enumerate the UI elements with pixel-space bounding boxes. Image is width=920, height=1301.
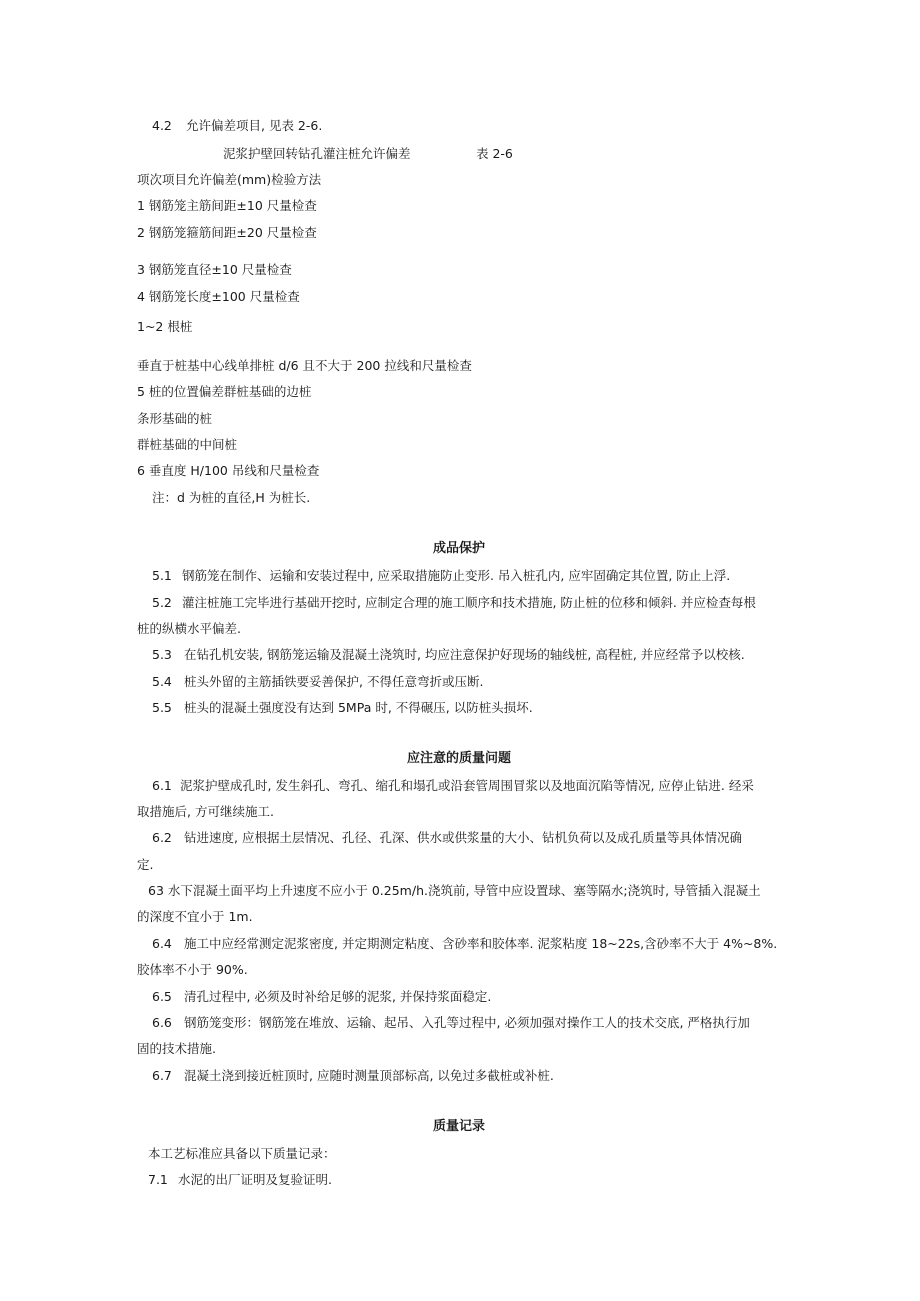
table-row: 3 钢筋笼直径±10 尺量检查	[137, 262, 292, 277]
item-text: 灌注桩施工完毕进行基础开挖时, 应制定合理的施工顺序和技术措施, 防止桩的位移和倾斜. 并应检查每根	[182, 595, 756, 610]
table-row: 条形基础的桩	[137, 411, 213, 426]
item-continuation: 桩的纵横水平偏差.	[137, 621, 241, 636]
list-item	[152, 1015, 750, 1031]
item-4-2	[152, 118, 322, 134]
item-text: 混凝土浇到接近桩顶时, 应随时测量顶部标高, 以免过多截桩或补桩.	[184, 1068, 554, 1083]
item-text: 63 水下混凝土面平均上升速度不应小于 0.25m∕h.浇筑前, 导管中应设置球、塞等隔水;浇筑时, 导管插入混凝土	[148, 883, 761, 898]
item-text: 在钻孔机安装, 钢筋笼运输及混凝土浇筑时, 均应注意保护好现场的轴线桩, 高程桩, 并应经常予以校核.	[184, 647, 745, 662]
item-number: 5.2	[152, 595, 172, 610]
table-row: 1~2 根桩	[137, 319, 193, 334]
item-text: 桩头外留的主筋插铁要妥善保护, 不得任意弯折或压断.	[184, 674, 484, 689]
list-item	[152, 647, 745, 663]
table-header: 项次项目允许偏差(mm)检验方法	[137, 172, 322, 187]
section-title: 应注意的质量问题	[407, 751, 512, 766]
item-continuation: 的深度不宜小于 1m.	[137, 909, 253, 924]
list-item	[152, 1068, 554, 1084]
item-text: 泥浆护壁成孔时, 发生斜孔、弯孔、缩孔和塌孔或沿套管周围冒浆以及地面沉陷等情况, 应停止钻进. 经采	[180, 778, 754, 793]
list-item	[152, 595, 756, 611]
table-caption: 泥浆护壁回转钻孔灌注桩允许偏差	[223, 146, 411, 161]
list-item	[152, 700, 533, 716]
item-number: 6.6	[152, 1015, 172, 1030]
item-text: 钻进速度, 应根据土层情况、孔径、孔深、供水或供浆量的大小、钻机负荷以及成孔质量等具体情况确	[184, 830, 742, 845]
item-number: 7.1	[148, 1172, 168, 1187]
list-item	[152, 568, 730, 584]
item-continuation: 定.	[137, 857, 154, 872]
item-number: 6.4	[152, 936, 172, 951]
table-row: 6 垂直度 H/100 吊线和尺量检查	[137, 463, 320, 478]
list-item	[148, 883, 761, 899]
item-continuation: 取措施后, 方可继续施工.	[137, 804, 274, 819]
item-number: 6.7	[152, 1068, 172, 1083]
list-item	[152, 936, 777, 952]
item-text: 钢筋笼在制作、运输和安装过程中, 应采取措施防止变形. 吊入桩孔内, 应牢固确定其位置, 防止上浮.	[182, 568, 731, 583]
section-title: 质量记录	[433, 1119, 486, 1134]
item-number: 6.5	[152, 989, 172, 1004]
item-text: 允许偏差项目, 见表 2-6.	[186, 118, 323, 133]
list-item	[148, 1172, 332, 1188]
list-item	[152, 674, 483, 690]
list-item	[152, 778, 754, 794]
table-note: 注：d 为桩的直径,H 为桩长.	[152, 490, 311, 505]
item-number: 5.5	[152, 700, 172, 715]
table-row: 群桩基础的中间桩	[137, 437, 238, 452]
item-number: 6.1	[152, 778, 172, 793]
item-number: 5.3	[152, 647, 172, 662]
item-number: 5.1	[152, 568, 172, 583]
section-intro: 本工艺标准应具备以下质量记录：	[148, 1146, 336, 1161]
item-continuation: 胶体率不小于 90%.	[137, 962, 248, 977]
item-text: 施工中应经常测定泥浆密度, 并定期测定粘度、含砂率和胶体率. 泥浆粘度 18~22s,含砂率不大于 4%~8%.	[184, 936, 778, 951]
item-number: 6.2	[152, 830, 172, 845]
table-row: 垂直于桩基中心线单排桩 d/6 且不大于 200 拉线和尺量检查	[137, 358, 472, 373]
item-continuation: 固的技术措施.	[137, 1041, 216, 1056]
item-text: 钢筋笼变形：钢筋笼在堆放、运输、起吊、入孔等过程中, 必须加强对操作工人的技术交底, 严格执行加	[184, 1015, 750, 1030]
item-number: 5.4	[152, 674, 172, 689]
item-number: 4.2	[152, 118, 172, 133]
item-text: 水泥的出厂证明及复验证明.	[178, 1172, 332, 1187]
list-item	[152, 989, 491, 1005]
section-title: 成品保护	[433, 541, 486, 556]
table-number: 表 2-6	[476, 146, 513, 161]
list-item	[152, 830, 742, 846]
table-row: 2 钢筋笼箍筋间距±20 尺量检查	[137, 225, 317, 240]
table-row: 1 钢筋笼主筋间距±10 尺量检查	[137, 198, 317, 213]
table-row: 4 钢筋笼长度±100 尺量检查	[137, 289, 300, 304]
item-text: 清孔过程中, 必须及时补给足够的泥浆, 并保持浆面稳定.	[184, 989, 492, 1004]
table-row: 5 桩的位置偏差群桩基础的边桩	[137, 384, 312, 399]
item-text: 桩头的混凝土强度没有达到 5MPa 时, 不得碾压, 以防桩头损坏.	[184, 700, 533, 715]
